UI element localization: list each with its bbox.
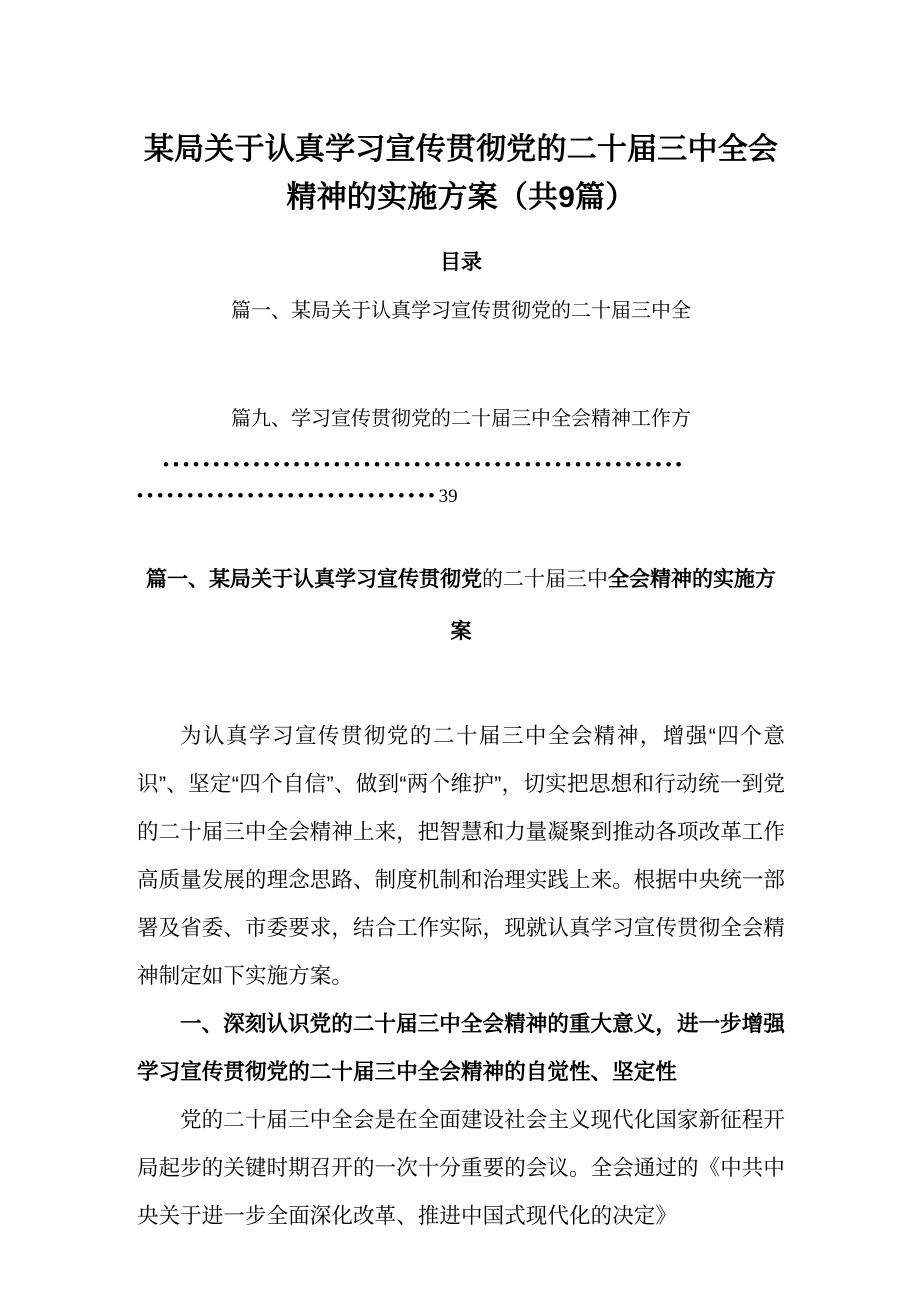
toc-spacer xyxy=(137,326,785,404)
body-sub-heading-1: 一、深刻认识党的二十届三中全会精神的重大意义，进一步增强学习宣传贯彻党的二十届三中全会精神的自觉性、坚定性 xyxy=(137,1012,785,1084)
toc-heading: 目录 xyxy=(440,251,482,274)
toc-entry-9[interactable]: 篇九、学习宣传贯彻党的二十届三中全会精神工作方 xyxy=(231,408,691,430)
toc-dot-leader-row2: •••••••••••••••••••••••••••••• xyxy=(137,486,439,505)
document-title: 某局关于认真学习宣传贯彻党的二十届三中全会精神的实施方案（共9篇） xyxy=(143,133,779,214)
toc-leader-line xyxy=(137,450,785,512)
toc-page-number: 39 xyxy=(438,486,458,507)
table-of-contents xyxy=(137,248,785,512)
section-heading-bold-start: 篇一、某局关于认真学习宣传贯彻党 xyxy=(146,568,482,591)
toc-entry-1[interactable]: 篇一、某局关于认真学习宣传贯彻党的二十届三中全 xyxy=(231,300,691,322)
toc-dot-leader-row1: •••••••••••••••••••••••••••••••••••••••••••••••••••• xyxy=(163,455,686,474)
section-heading-regular-middle: 的二十届三中 xyxy=(482,568,608,591)
section-heading-bold-end: 全会精神的实施方案 xyxy=(450,568,776,643)
body-paragraph-1: 为认真学习宣传贯彻党的二十届三中全会精神，增强“四个意识”、坚定“四个自信”、做到“两个维护”，切实把思想和行动统一到党的二十届三中全会精神上来，把智慧和力量凝聚到推动各项改革工作高质量发展的理念思路、制度机制和治理实践上来。根据中央统一部署及省委、市委要求，结合工作实际，现就认真学习宣传贯彻全会精神制定如下实施方案。 xyxy=(137,724,786,988)
document-body xyxy=(137,712,785,1240)
section-heading xyxy=(137,554,785,658)
body-paragraph-2: 党的二十届三中全会是在全面建设社会主义现代化国家新征程开局起步的关键时期召开的一次十分重要的会议。全会通过的《中共中央关于进一步全面深化改革、推进中国式现代化的决定》 xyxy=(137,1108,786,1228)
